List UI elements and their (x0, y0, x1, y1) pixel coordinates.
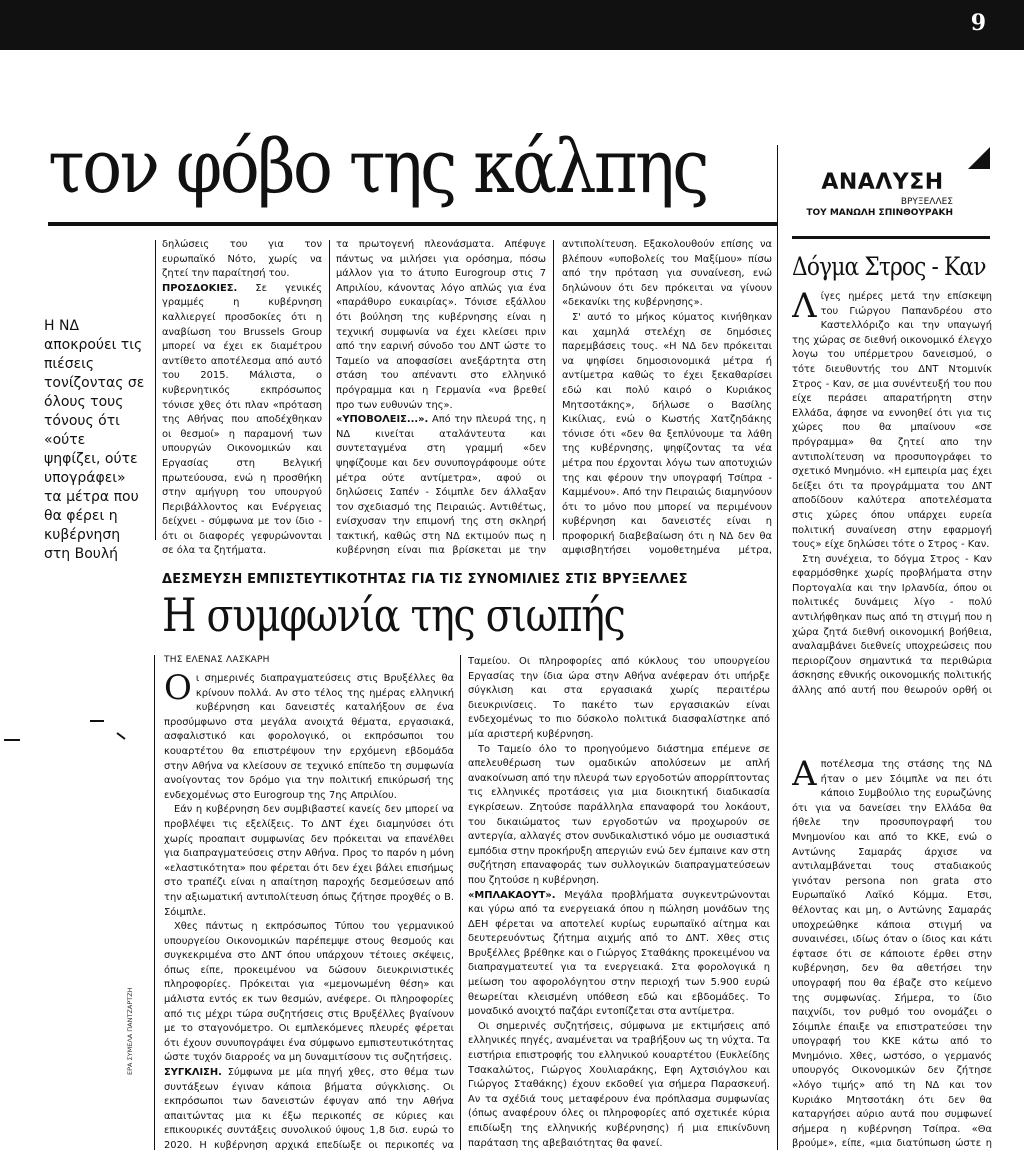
paragraph (562, 311, 772, 556)
analysis-label: ΑΝΑΛΥΣΗ (821, 170, 944, 195)
paragraph (468, 1151, 770, 1152)
analysis-headline: Δόγμα Στρος - Καν (792, 252, 986, 281)
headline-rule (48, 222, 778, 226)
paragraph (164, 803, 454, 920)
paragraph-text: Μεγάλα προβλήματα συγκεντρώνονται και γύρω από τα ενεργειακά όπου η πώληση μονάδων της ΔΕΗ φέρεται να αποτελεί κυρίως ευρωπαϊκό αίτημα και δευτερευόντως ζήτημα αιχμής από το ΔΝΤ. Χθες στις Βρυξέλλες βρέθηκε και ο Γιώργος Σταθάκης προκειμένου να διαπραγματευτεί για τα ενεργειακά. Στα φορολογικά η μείωση του αφορολόγητου στην περιοχή των 5.900 ευρώ θεωρείται κλεισμένη υπόθεση εδώ και εβδομάδες. Το μοναδικό ανοιχτό παζάρι εντοπίζεται στα αντίμετρα. (468, 889, 770, 1018)
paragraph (468, 743, 770, 889)
photo-credit: ΕΡΑ ΣΥΜΕΛΑ ΠΑΝΤΖΑΡΤΖΗ (126, 987, 134, 1075)
paragraph (162, 238, 322, 282)
main-headline: τον φόβο της κάλπης (48, 124, 707, 210)
analysis-rule (792, 236, 990, 239)
paragraph (164, 1066, 454, 1152)
top-bar (0, 0, 1024, 50)
paragraph (164, 672, 454, 803)
paragraph (468, 1020, 770, 1151)
paragraph (792, 553, 992, 698)
analysis-header (790, 170, 975, 218)
paragraph-lead: ΣΥΓΚΛΙΣΗ. (164, 1067, 222, 1079)
side-pull-quote: Η ΝΔ αποκρούει τις πιέσεις τονίζοντας σε όλους τους τόνους ότι «ούτε ψηφίζει, ούτε υπογράφει» τα μέτρα που θα φέρει η κυβέρνηση στη Βουλή (44, 318, 145, 562)
article2-column-1 (164, 672, 454, 1152)
section-divider (777, 145, 778, 1150)
analysis-place: ΒΡΥΞΕΛΛΕΣ (900, 197, 953, 207)
paragraph-text: αντιπολίτευση. Εξακολουθούν επίσης να βλέπουν «υποβολείς του Μαξίμου» πίσω από την πρόταση για συναίνεση, ενώ δηλώνουν ότι δεν πρόκειται να γίνουν «δεκανίκι της κυβέρνησης». (562, 239, 772, 309)
article2-byline: ΤΗΣ ΕΛΕΝΑΣ ΛΑΣΚΑΡΗ (164, 655, 270, 665)
column-divider (553, 240, 554, 540)
article2-column-2 (468, 655, 770, 1152)
paragraph-text: Ταμείου. Οι πληροφορίες από κύκλους του υπουργείου Εργασίας την ίδια ώρα στην Αθήνα ανέφεραν ότι υπήρξε σύγκλιση και στα εργασιακά χωρίς περαιτέρω διευκρινίσεις. Το πακέτο των εργασιακών είναι ενδεχομένως το πιο δύσκολο πολιτικά διασφαλίστηκε από μία αριστερή κυβέρνηση. (468, 656, 770, 740)
paragraph-text: Σ' αυτό το μήκος κύματος κινήθηκαν και χαμηλά στελέχη σε δημόσιες παρεμβάσεις τους. «Η ΝΔ δεν πρόκειται να ψηφίσει δημοσιονομικά μέτρα ή αντίμετρα καθώς το έχει ξεκαθαρίσει εδώ και πολύ καιρό ο Κυριάκος Μητσοτάκης», δήλωσε ο Βασίλης Κικίλιας, ενώ ο Κωστής Χατζηδάκης τόνισε ότι «δεν θα ξεπλύνουμε τα λάθη της κυβέρνησης, ψηφίζοντας τα νέα μέτρα που έρχονται λόγω των αποτυχιών της και φέρουν την υπογραφή Τσίπρα - Καμμένου». Από την Πειραιώς διαμηνύουν ότι το μόνο που μπορεί να περιμένουν κυβέρνηση και δανειστές είναι η προφορική διαβεβαίωση ότι η ΝΔ δεν θα αμφισβητήσει νομοθετημένα μέτρα, (562, 311, 772, 556)
paragraph-text: Χθες πάντως η εκπρόσωπος Τύπου του γερμανικού υπουργείου Οικονομικών παρέπεμψε στους θεσμούς και συγκεκριμένα στο ΔΝΤ όπου υπάρχουν τέτοιες σκέψεις, όπως είπε, προκειμένου να δώσουν διευκρινιστικές πληροφορίες. Πρόκειται για «μεμονωμένη θέση» και μάλιστα εντός εκ των θεσμών, ανέφερε. Οι πληροφορίες από τις μέχρι τώρα συζητήσεις στις Βρυξέλλες βγαίνουν με το σταγονόμετρο. Οι εμπλεκόμενες πλευρές φέρεται ότι έχουν συνυπογράψει ένα σύμφωνο εμπιστευτικότητας ώστε τυχόν διαρροές να μη δυναμιτίσουν τις συζητήσεις. (164, 921, 454, 1064)
analysis-author: ΤΟΥ ΜΑΝΩΛΗ ΣΠΙΝΘΟΥΡΑΚΗ (806, 208, 953, 218)
article2-kicker: ΔΕΣΜΕΥΣΗ ΕΜΠΙΣΤΕΥΤΙΚΟΤΗΤΑΣ ΓΙΑ ΤΙΣ ΣΥΝΟΜΙΛΙΕΣ ΣΤΙΣ ΒΡΥΞΕΛΛΕΣ (162, 572, 688, 587)
analysis-corner-mark (968, 147, 990, 169)
paragraph (162, 282, 322, 556)
paragraph-text: ποτέλεσμα της στάσης της ΝΔ ήταν ο μεν Σόιμπλε να πει ότι κάποιο Συμβούλιο της ευρωζώνης ότι για να δανείσει την Ελλάδα θα ήθελε την προσυπογραφή του Μνημονίου και από το ΚΚΕ, ενώ ο Αντώνης Σαμαράς άρχισε να αντιλαμβάνεται τους σταδιακούς γινόταν persona non grata στο Ευρωπαϊκό Λαϊκό Κόμμα. Ετσι, θέλοντας και μη, ο Αντώνης Σαμαράς υποχρεώθηκε κάποια στιγμή να συναινέσει, ιδίως όταν ο ίδιος και κάτι έφτασε ότι σε κάποιοτε έρθει στην κυβέρνηση, δεν θα αθετήσει την υπογραφή που θα έβαζε στο κείμενο της συμφωνίας. Σήμερα, το ίδιο παιχνίδι, τον ρυθμό του ονομάζει ο Σόιμπλε έπαιξε να επιστρατεύσει την υπογραφή του ΚΚΕ κάτω από το Μνημόνιο. Χθες, ωστόσο, ο γερμανός υπουργός Οικονομικών δεν ζήτησε «λόγο τιμής» από τη ΝΔ και τον Κυριάκο Μητσοτάκη ότι δεν θα καταργήσει αύριο αυτά που συμφωνεί σήμερα η κυβέρνηση Τσίπρα. «Θα βρούμε», είπε, «μια διατύπωση ώστε η (792, 759, 992, 1150)
drop-cap: Ο (164, 672, 192, 708)
margin-mark (117, 733, 125, 739)
paragraph (562, 238, 772, 311)
paragraph (164, 920, 454, 1066)
column-divider (154, 655, 155, 1150)
analysis-body-2 (792, 758, 992, 1150)
paragraph-text: ι σημερινές διαπραγματεύσεις στις Βρυξέλλες θα κρίνουν πολλά. Αν στο τέλος της ημέρας ελληνική κυβέρνηση και δανειστές καταλήξουν σε ένα προσύμφωνο στα μεγάλα ανοιχτά θέματα, εργασιακά, ασφαλιστικό και φορολογικό, οι εκπρόσωποι του κουαρτέτου θα επιστρέψουν την ερχόμενη εβδομάδα στην Αθήνα να κλείσουν σε τεχνικό επίπεδο τη συμφωνία ανοίγοντας τον δρόμο για την πολιτική επικύρωσή της ενδεχομένως στο Eurogroup της 7ης Απριλίου. (164, 673, 454, 801)
article2-headline: Η συμφωνία της σιωπής (162, 588, 625, 642)
paragraph-text: τα πρωτογενή πλεονάσματα. Απέφυγε πάντως να μιλήσει για ορόσημα, πόσω μάλλον για το άτυπο Eurogroup στις 7 Απριλίου, κάνοντας λόγο απλώς για ένα «παράθυρο ευκαιρίας». Τόνισε εξάλλου ότι βούληση της κυβέρνησης είναι η τεχνική συμφωνία να έχει κλείσει πριν από την εαρινή σύνοδο του ΔΝΤ ώστε το Ταμείο να αποφασίσει ανεξάρτητα στη στάση του απέναντι στο ελληνικό πρόγραμμα και η Γερμανία «να βρεθεί προ των ευθυνών της». (336, 239, 546, 411)
paragraph (336, 238, 546, 413)
paragraph-text: δηλώσεις του για τον ευρωπαϊκό Νότο, χωρίς να ζητεί την παραίτησή του. (162, 239, 322, 280)
paragraph-text: Το Ταμείο όλο το προηγούμενο διάστημα επέμενε σε απελευθέρωση των ομαδικών απολύσεων με απλή ανακοίνωση από την πλευρά των εργοδοτών απορρίπτοντας τις ελληνικές προτάσεις για μια διοικητική διαδικασία εγκρίσεων. Ζητούσε παράλληλα επαναφορά του λοκάουτ, του δικαιώματος των εργοδοτών να προχωρούν σε αντεργία, αλλαγές στον συνδικαλιστικό νόμο με ουσιαστικά εμπόδια στην προκήρυξη απεργιών ενώ δεν έμπαινε καν στη συζήτηση επαναφοράς των συλλογικών διαπραγματεύσεων που ζητούσε η κυβέρνηση. (468, 743, 770, 886)
page-number: 9 (970, 10, 986, 36)
paragraph-text: Εάν η κυβέρνηση δεν συμβιβαστεί κανείς δεν μπορεί να προβλέψει τις εξελίξεις. Το ΔΝΤ έχει διαμηνύσει ότι χωρίς προαπαιτ συμφωνίας δεν πρόκειται να επανέλθει για διαπραγματεύσεις στην Αθήνα. Προς το παρόν η μόνη «ελαστικότητα» που φέρεται ότι δεν έχει βάλει επισήμως στο τραπέζι είναι η απαίτηση παροχής δεσμεύσεων από την αξιωματική αντιπολίτευση όπως ζήτησε προχθές ο Β. Σόιμπλε. (164, 804, 454, 918)
column-divider (155, 240, 156, 540)
paragraph-text: ίγες ημέρες μετά την επίσκεψη του Γιώργου Παπανδρέου στο Καστελλόριζο και την υπαγωγή της χώρας σε διεθνή οικονομικό έλεγχο λογω του υπέρμετρου δανεισμού, ο τότε διευθυντής του ΔΝΤ Ντομινίκ Στρος - Καν, σε μια συνέντευξή του που είχε περάσει απαρατήρητη στην Ελλάδα, άφησε να εννοηθεί ότι για τις χώρες που θα μπαίνουν «σε πρόγραμμα» θα ζητεί απο την αντιπολίτευση να προσυπογράφει το σχετικό Μνημόνιο. «Η εμπειρία μας έχει δείξει ότι τα προγράμματα του ΔΝΤ αποδίδουν καλύτερα αποτελέσματα στις χώρες όπου υπάρχει ευρεία πολιτική συναίνεση στην εφαρμογή τους» είχε δηλώσει τότε ο Στρος - Καν. (792, 291, 992, 551)
margin-marks (0, 720, 150, 780)
article1-column-3 (562, 238, 772, 556)
paragraph-text: Στη συνέχεια, το δόγμα Στρος - Καν εφαρμόσθηκε χωρίς προβλήματα στην Πορτογαλία και την Ιρλανδία, όπου οι πολιτικές δυνάμεις λίγο - πολύ αντιλήφθηκαν πως από τη στιγμή που η χώρα ζητά διεθνή οικονομική βοήθεια, αναλαμβάνει διεθνείς υποχρεώσεις που περιορίζουν σημαντικά τα περιθώρια άσκησης εθνικής οικονομικής πολιτικής άλλης από αυτή που θεωρούν ορθή οι (792, 553, 992, 697)
drop-cap: Α (792, 758, 817, 794)
drop-cap: Λ (792, 290, 817, 326)
column-divider (460, 655, 461, 1150)
paragraph-text: Σε γενικές γραμμές η κυβέρνηση καλλιεργεί προσδοκίες ότι η αναβίωση του Brussels Group μπορεί να έχει εκ διαμέτρου αντίθετο αποτέλεσμα από αυτό του 2015. Μάλιστα, ο κυβερνητικός εκπρόσωπος τόνισε χθες ότι πλαν «πρόταση της Αθήνας που αποδέχθηκαν οι θεσμοί» η παραμονή των υπουργών Οικονομικών και Εργασίας στη Βελγική πρωτεύουσα, ενώ η προσθήκη στην αμήγυρη του υπουργού Περιβάλλοντος και Ενέργειας δείχνει - σύμφωνα με τον ίδιο - ότι οι διαφορές γεφυρώνονται σε όλα τα ζητήματα. (162, 282, 322, 556)
paragraph (468, 889, 770, 1020)
paragraph-lead: «ΜΠΛΑΚΑΟΥΤ». (468, 889, 556, 901)
paragraph-lead: «ΥΠΟΒΟΛΕΙΣ...». (336, 414, 429, 426)
analysis-body-1 (792, 290, 992, 698)
article1-column-1 (162, 238, 322, 556)
paragraph-text: Από την πλευρά της, η ΝΔ κινείται αταλάντευτα και συντεταγμένα στη γραμμή «δεν ψηφίζουμε και δεν συνυπογράφουμε ούτε μέτρα ούτε αντίμετρα», αφού οι δηλώσεις Σαπέν - Σόιμπλε δεν άλλαξαν τον σχεδιασμό της Πειραιώς. Αντιθέτως, ενίσχυσαν την επιμονή της στη σκληρή τακτική, καθώς στη ΝΔ εκτιμούν πως η κυβέρνηση είναι πια βρίσκεται με την (336, 414, 546, 556)
article1-column-2 (336, 238, 546, 556)
paragraph-text: Οι σημερινές συζητήσεις, σύμφωνα με εκτιμήσεις από ελληνικές πηγές, αναμένεται να τραβήξουν ως τη νύχτα. Τα ειστήρια επιστροφής του ελληνικού κουαρτέτου (Ευκλείδης Τσακαλώτος, Γιώργος Χουλιαράκης, Εφη Αχτσιόγλου και Γιώργος Σταθάκης) έχουν εκδοθεί για σήμερα Παρασκευή. Αν τα σχέδιά τους μεταφέρουν ένα πρόπλασμα συμφωνίας (όπως αναφέρουν όλες οι πληροφορίες από σχετικέε κύρια επιδίωξη της ελληνικής κυβέρνησης) ή μια επικίνδυνη παράταση της αβεβαιότητας θα φανεί. (468, 1020, 770, 1149)
paragraph (468, 655, 770, 743)
column-divider (329, 240, 330, 540)
paragraph (792, 290, 992, 553)
paragraph (792, 758, 992, 1150)
paragraph-text: Σύμφωνα με μία πηγή χθες, στο θέμα των συντάξεων έγιναν κάποια βήματα σύγκλισης. Οι εκπρόσωποι των δανειστών έφυγαν από την Αθήνα απαιτώντας μια κι έξω περικοπές σε κύριες και επικουρικές συντάξεις συνολικού ύψους 1,8 δισ. ευρώ το 2020. Η κυβέρνηση αρχικά επεδίωξε οι περικοπές να (164, 1067, 454, 1151)
paragraph (336, 413, 546, 556)
paragraph-lead: ΠΡΟΣΔΟΚΙΕΣ. (162, 282, 238, 294)
